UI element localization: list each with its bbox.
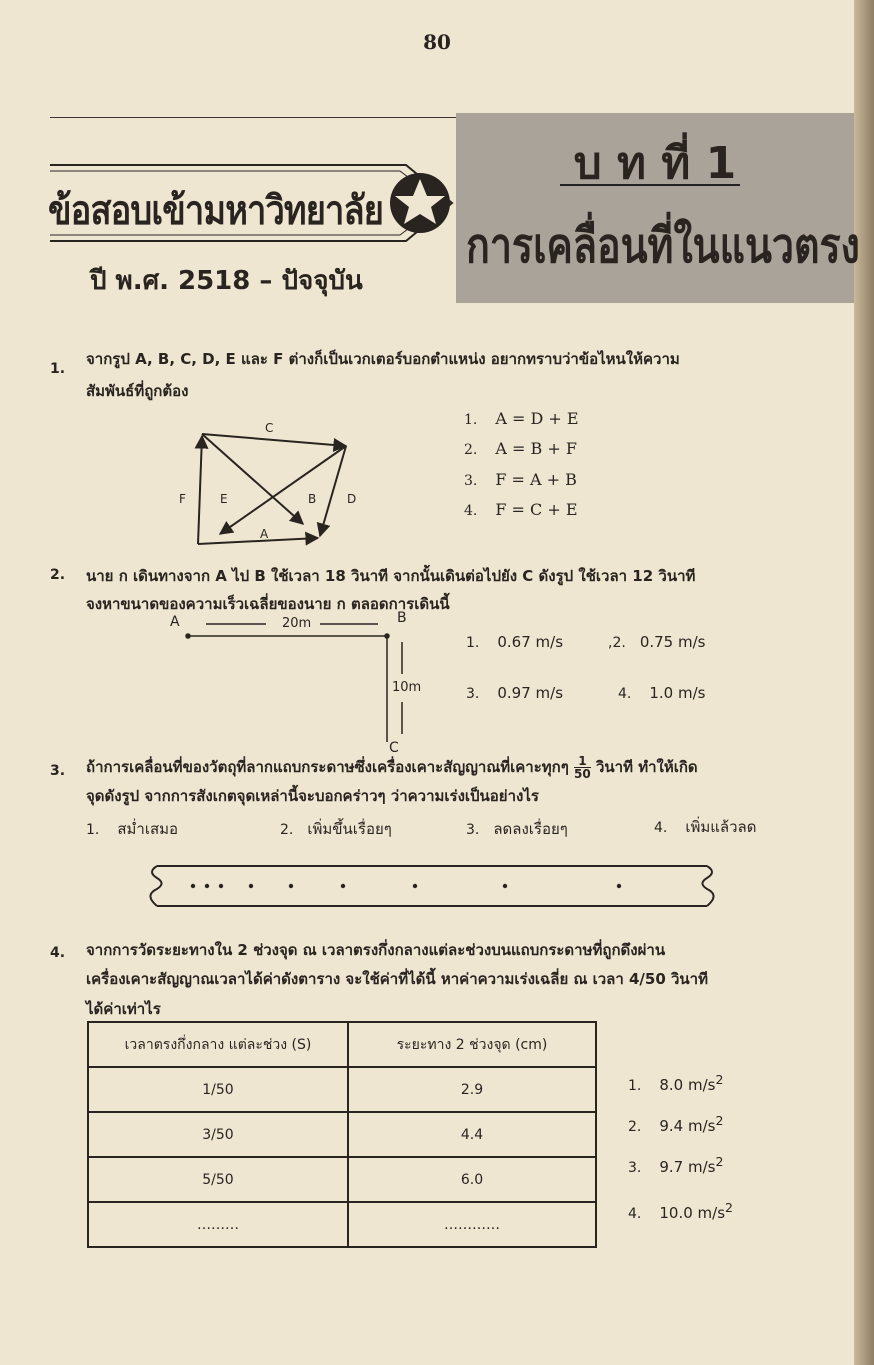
chapter-underline <box>560 184 740 186</box>
q4-text-line3: ได้ค่าเท่าไร <box>86 1000 161 1018</box>
q3-choice-4: 4. เพิ่มแล้วลด <box>654 818 757 836</box>
exam-title: ข้อสอบเข้ามหาวิทยาลัย <box>48 188 384 234</box>
q4-choice-2: 2. 9.4 $m/s^2$ <box>628 1113 724 1135</box>
q2-choice-2: ,2. 0.75 m/s <box>608 633 706 651</box>
table-cell: ………… <box>348 1202 596 1247</box>
tape-dot <box>503 884 507 888</box>
q3-text-line2: จุดดังรูป จากการสังเกตจุดเหล่านี้จะบอกคร่าวๆ ว่าความเร่งเป็นอย่างไร <box>86 787 539 805</box>
table-header-cell: ระยะทาง 2 ช่วงจุด (cm) <box>348 1022 596 1067</box>
tape-dot <box>205 884 209 888</box>
q3-choice-3: 3. ลดลงเรื่อยๆ <box>466 820 568 838</box>
q1-label-b: B <box>308 492 317 506</box>
q1-number: 1. <box>50 361 66 377</box>
table-cell: ……… <box>88 1202 348 1247</box>
tape-dot <box>219 884 223 888</box>
q3-ticker-tape <box>145 858 720 914</box>
q3-choice-1: 1. สม่ำเสมอ <box>86 820 179 838</box>
q1-text-line2: สัมพันธ์ที่ถูกต้อง <box>86 382 189 400</box>
q4-text-line2: เครื่องเคาะสัญญาณเวลาได้ค่าดังตาราง จะใช้ค่าที่ได้นี้ หาค่าความเร่งเฉลี่ย ณ เวลา 4/50 วินาที <box>86 970 708 988</box>
q1-choice-4: 4. F = C + E <box>464 500 578 519</box>
q1-choice-3: 3. F = A + B <box>464 470 577 489</box>
q1-choice-2: 2. A = B + F <box>464 439 577 458</box>
tape-dot <box>413 884 417 888</box>
q3-choice-2: 2. เพิ่มขึ้นเรื่อยๆ <box>280 820 392 838</box>
q2-choice-3: 3. 0.97 m/s <box>466 684 564 702</box>
q2-choice-4: 4. 1.0 m/s <box>618 684 706 702</box>
tape-dot <box>249 884 253 888</box>
chapter-number: บ ท ที่ 1 <box>573 138 737 189</box>
q2-text-line2: จงหาขนาดของความเร็วเฉลี่ยของนาย ก ตลอดการเดินนี้ <box>86 595 450 613</box>
q4-number: 4. <box>50 945 66 961</box>
table-cell: 2.9 <box>348 1067 596 1112</box>
table-cell: 5/50 <box>88 1157 348 1202</box>
q2-distance-bc: 10m <box>392 680 422 695</box>
tape-dot <box>191 884 195 888</box>
q2-point-c: C <box>389 740 399 756</box>
q1-label-d: D <box>347 492 357 506</box>
table-cell: 4.4 <box>348 1112 596 1157</box>
q4-choice-1: 1. 8.0 $m/s^2$ <box>628 1072 724 1094</box>
q2-text-line1: นาย ก เดินทางจาก A ไป B ใช้เวลา 18 วินาที จากนั้นเดินต่อไปยัง C ดังรูป ใช้เวลา 12 วินาที <box>86 567 696 585</box>
q4-text-line1: จากการวัดระยะทางใน 2 ช่วงจุด ณ เวลาตรงกึ่งกลางแต่ละช่วงบนแถบกระดาษที่ถูกดึงผ่าน <box>86 941 666 959</box>
q2-number: 2. <box>50 567 66 583</box>
q1-label-e: E <box>220 492 228 506</box>
q4-data-table <box>87 1021 597 1248</box>
chapter-title: การเคลื่อนที่ในแนวตรง <box>466 218 860 274</box>
q4-choice-4: 4. 10.0 $m/s^2$ <box>628 1200 733 1222</box>
q1-label-a: A <box>260 527 269 541</box>
q2-choice-1: 1. 0.67 m/s <box>466 633 564 651</box>
table-cell: 1/50 <box>88 1067 348 1112</box>
q2-point-b: B <box>397 610 407 626</box>
table-cell: 6.0 <box>348 1157 596 1202</box>
q2-distance-ab: 20m <box>282 616 312 631</box>
table-row <box>88 1202 596 1247</box>
tape-dot <box>289 884 293 888</box>
q1-label-c: C <box>265 421 274 435</box>
q3-number: 3. <box>50 763 66 779</box>
table-header-cell: เวลาตรงกึ่งกลาง แต่ละช่วง (S) <box>88 1022 348 1067</box>
q3-fraction: $\frac{1}{50}$ <box>574 754 591 781</box>
q1-text-line1: จากรูป A, B, C, D, E และ F ต่างก็เป็นเวกเตอร์บอกตำแหน่ง อยากทราบว่าข้อไหนให้ความ <box>86 350 680 368</box>
table-row <box>88 1067 596 1112</box>
q4-choice-3: 3. 9.7 $m/s^2$ <box>628 1154 724 1176</box>
q2-point-a: A <box>170 614 180 630</box>
q3-text-line1: ถ้าการเคลื่อนที่ของวัตถุที่ลากแถบกระดาษซึ่งเครื่องเคาะสัญญาณที่เคาะทุกๆ $\frac{1}{50}$ วินาที ทำให้เกิด <box>86 754 698 781</box>
q2-path-diagram <box>180 618 420 746</box>
exam-years: ปี พ.ศ. 2518 – ปัจจุบัน <box>90 266 363 296</box>
q1-choice-1: 1. A = D + E <box>464 409 579 428</box>
table-cell: 3/50 <box>88 1112 348 1157</box>
page-edge-shadow <box>854 0 874 1365</box>
tape-dot <box>341 884 345 888</box>
table-header-row <box>88 1022 596 1067</box>
page-number: 80 <box>423 30 451 54</box>
tape-dot <box>617 884 621 888</box>
table-row <box>88 1112 596 1157</box>
table-row <box>88 1157 596 1202</box>
q1-label-f: F <box>179 492 186 506</box>
